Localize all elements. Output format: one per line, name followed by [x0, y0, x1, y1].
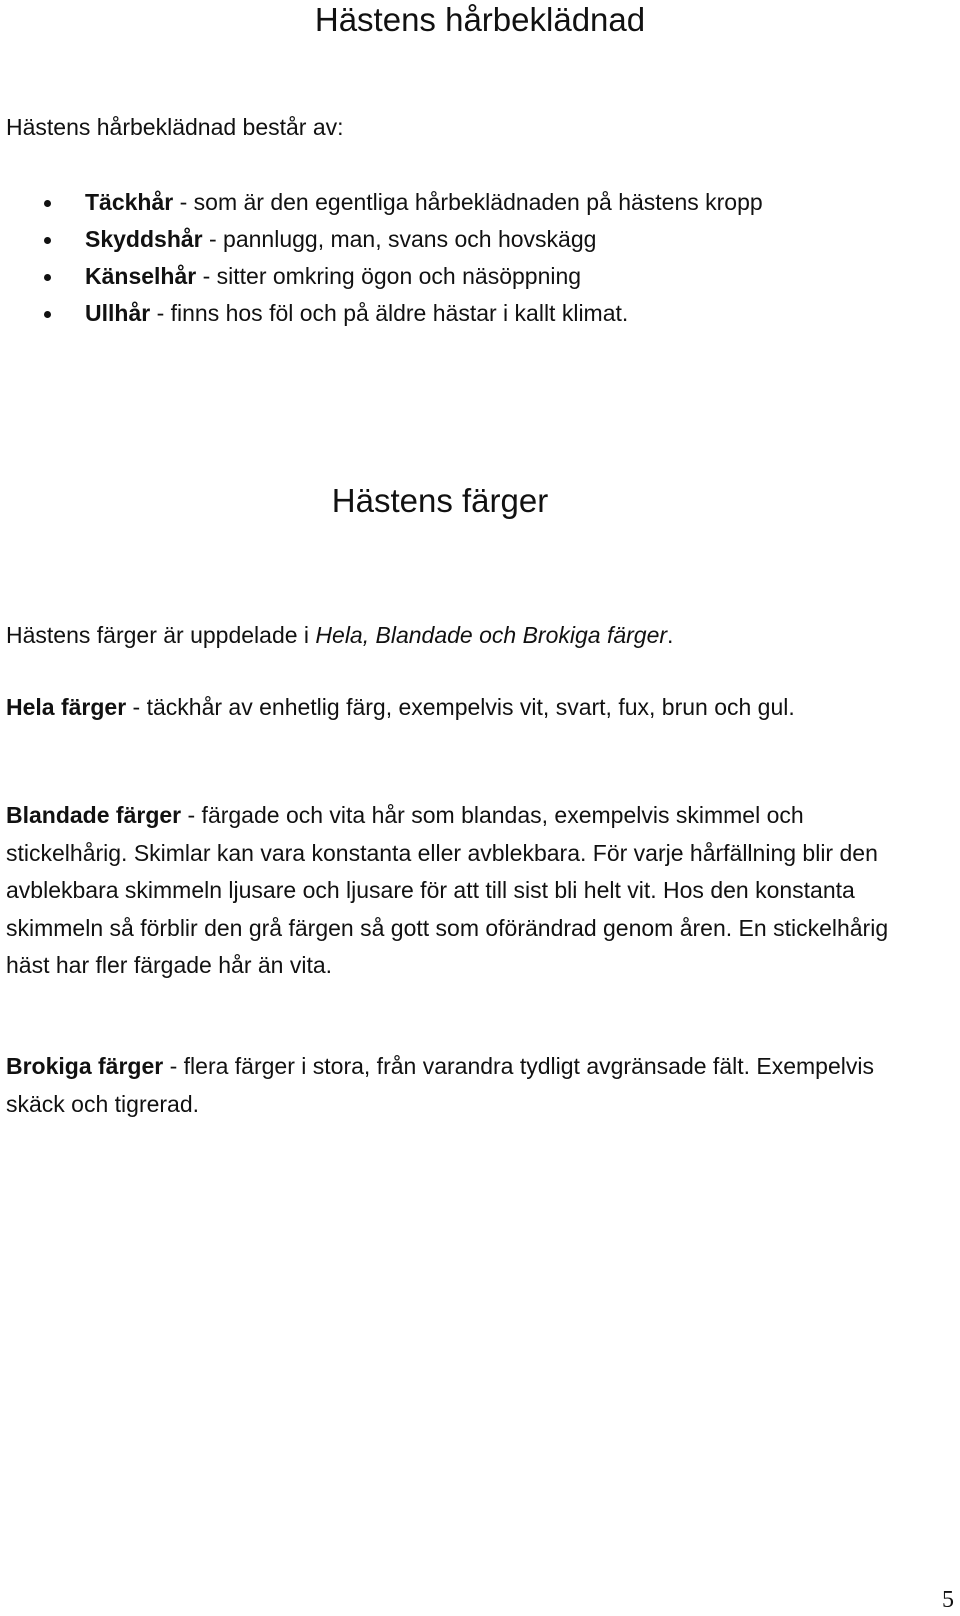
bullet-icon: [44, 274, 51, 281]
list-item-text: - pannlugg, man, svans och hovskägg: [202, 226, 597, 252]
bullet-icon: [44, 237, 51, 244]
page-title: Hästens hårbeklädnad: [314, 1, 646, 38]
list-item-text: - finns hos föl och på äldre hästar i kallt klimat.: [150, 300, 629, 326]
list-item-text: - sitter omkring ögon och näsöppning: [196, 263, 582, 289]
hela-text: - täckhår av enhetlig färg, exempelvis vit, svart, fux, brun och gul.: [126, 694, 795, 720]
colors-intro-italic: Hela, Blandade och Brokiga färger: [315, 622, 668, 648]
brokiga-term: Brokiga färger: [6, 1053, 164, 1079]
page-number: 5: [942, 1587, 954, 1613]
bullet-icon: [44, 200, 51, 207]
list-item: [0, 221, 763, 258]
list-item-term: Täckhår: [85, 189, 174, 215]
list-item-term: Ullhår: [85, 300, 151, 326]
list-item-term: Känselhår: [85, 263, 197, 289]
colors-intro-paragraph: [6, 617, 906, 655]
list-item: [0, 184, 763, 221]
brokiga-paragraph: [6, 1048, 886, 1123]
brokiga-text: - flera färger i stora, från varandra tydligt avgränsade fält. Exempelvis skäck och tigrerad.: [6, 1053, 874, 1117]
section-title: Hästens färger: [331, 482, 549, 519]
hela-paragraph: [6, 689, 886, 727]
list-item-term: Skyddshår: [85, 226, 203, 252]
intro-text: Hästens hårbeklädnad består av:: [6, 114, 344, 140]
list-item: [0, 258, 763, 295]
colors-intro-prefix: Hästens färger är uppdelade i: [6, 622, 316, 648]
blandade-paragraph: [6, 797, 911, 985]
colors-intro-suffix: .: [667, 622, 674, 648]
list-item: [0, 295, 763, 332]
blandade-term: Blandade färger: [6, 802, 182, 828]
hair-types-list: [0, 184, 763, 332]
hela-term: Hela färger: [6, 694, 127, 720]
list-item-text: - som är den egentliga hårbeklädnaden på hästens kropp: [173, 189, 763, 215]
bullet-icon: [44, 311, 51, 318]
blandade-text: - färgade och vita hår som blandas, exempelvis skimmel och stickelhårig. Skimlar kan vara konstanta eller avblekbara. För varje hårfällning blir den avblekbara skimmeln ljusare och ljusare för att till sist bli helt vit. Hos den konstanta skimmeln så förblir den grå färgen så gott som oförändrad genom åren. En stickelhårig häst har fler färgade hår än vita.: [6, 802, 889, 979]
